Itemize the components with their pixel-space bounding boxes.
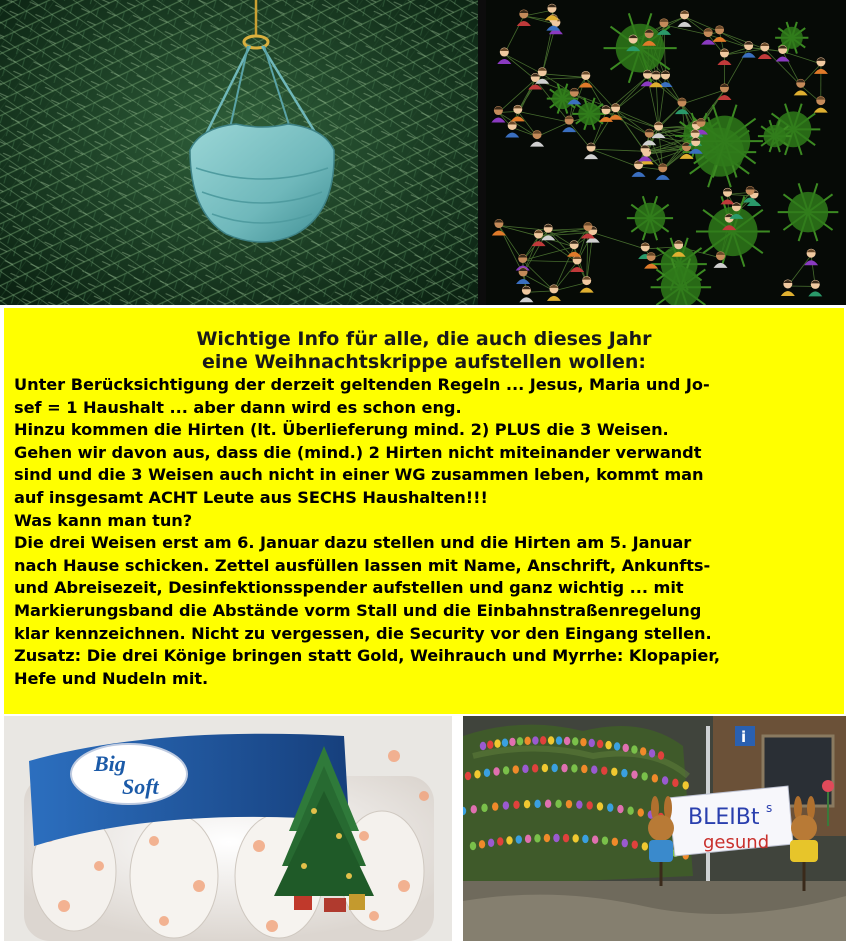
easter-egg-icon [488,839,494,847]
easter-egg-icon [480,742,486,750]
easter-egg-icon [617,805,623,813]
garden-scene [463,716,846,941]
info-sign-icon: i [741,728,747,746]
body-line: Was kann man tun? [14,510,193,530]
toilet-paper-package [4,716,452,941]
network-illustration [486,0,846,305]
easter-egg-icon [623,744,629,752]
body-line: Unter Berücksichtigung der derzeit geltenden Regeln ... Jesus, Maria und Jo- [14,375,710,394]
easter-egg-icon [513,765,519,773]
easter-egg-icon [503,801,509,809]
sign-line-1: BLEIBt [688,805,760,830]
body-line: Hefe und Nudeln mit. [14,668,209,688]
easter-egg-icon [638,808,644,816]
easter-egg-icon [502,738,508,746]
easter-egg-icon [571,764,577,772]
easter-egg-icon [534,800,540,808]
easter-egg-icon [556,736,562,744]
body-line: auf insgesamt ACHT Leute aus SECHS Haushalten!!! [14,487,488,507]
easter-egg-icon [614,742,620,750]
sign-superscript: s [766,801,773,815]
easter-egg-icon [534,834,540,842]
easter-egg-icon [544,834,550,842]
easter-egg-icon [622,839,628,847]
easter-egg-icon [627,807,633,815]
easter-egg-icon [474,770,480,778]
easter-egg-icon [683,781,689,789]
easter-egg-icon [566,800,572,808]
easter-egg-icon [524,800,530,808]
easter-egg-icon [572,737,578,745]
easter-egg-icon [532,736,538,744]
bleibts-gesund-banner [668,786,793,856]
easter-egg-icon [545,800,551,808]
brand-soft: Soft [122,774,159,799]
easter-egg-icon [494,739,500,747]
easter-egg-icon [586,801,592,809]
easter-egg-icon [553,834,559,842]
easter-egg-icon [509,738,515,746]
info-text-box [4,308,844,714]
easter-egg-icon [532,764,538,772]
easter-egg-icon [612,838,618,846]
easter-egg-icon [672,779,678,787]
easter-egg-icon [641,772,647,780]
easter-egg-icon [484,769,490,777]
body-line: und Abreisezeit, Desinfektionsspender aufstellen und ganz wichtig ... mit [14,578,684,598]
body-line: Markierungsband die Abstände vorm Stall und die Einbahnstraßenregelung [14,600,702,620]
easter-egg-icon [481,804,487,812]
easter-egg-icon [524,737,530,745]
easter-egg-icon [592,836,598,844]
easter-egg-icon [582,835,588,843]
easter-egg-icon [555,800,561,808]
body-line: Zusatz: Die drei Könige bringen statt Gold, Weihrauch und Myrrhe: Klopapier, [14,646,720,666]
body-line: Hinzu kommen die Hirten (lt. Überlieferung mind. 2) PLUS die 3 Weisen. [14,420,669,440]
easter-egg-icon [611,768,617,776]
easter-egg-icon [525,835,531,843]
easter-egg-icon [605,741,611,749]
easter-egg-icon [465,772,471,780]
easter-egg-icon [607,803,613,811]
easter-egg-icon [597,802,603,810]
easter-egg-icon [631,745,637,753]
sign-line-2: gesund [703,832,770,853]
easter-egg-icon [640,747,646,755]
body-line: klar kennzeichnen. Nicht zu vergessen, die Security vor den Eingang stellen. [14,623,712,643]
easter-egg-icon [601,766,607,774]
easter-egg-icon [589,739,595,747]
photo-toilet-paper [4,716,452,941]
headline-line-2: eine Weihnachtskrippe aufstellen wollen: [202,351,646,373]
easter-egg-icon [564,737,570,745]
brand-big: Big [94,751,126,776]
easter-egg-icon [597,740,603,748]
easter-egg-icon [551,764,557,772]
photo-mask-on-fir [0,0,478,305]
easter-egg-icon [572,834,578,842]
image-divider [478,0,486,305]
easter-egg-icon [517,737,523,745]
easter-egg-icon [492,802,498,810]
easter-egg-icon [497,837,503,845]
easter-egg-icon [479,840,485,848]
body-line: sind und die 3 Weisen auch nicht in einer WG zusammen leben, kommt man [14,465,704,485]
easter-egg-icon [581,765,587,773]
info-body [14,374,834,690]
easter-egg-icon [563,834,569,842]
easter-egg-icon [662,776,668,784]
easter-egg-icon [602,836,608,844]
body-line: Die drei Weisen erst am 6. Januar dazu stellen und die Hirten am 5. Januar [14,533,692,553]
easter-egg-icon [649,749,655,757]
easter-egg-icon [487,741,493,749]
easter-egg-icon [540,736,546,744]
body-line: nach Hause schicken. Zettel ausfüllen lassen mit Name, Anschrift, Ankunfts- [14,555,711,575]
easter-egg-icon [591,766,597,774]
easter-egg-icon [522,765,528,773]
easter-egg-icon [503,766,509,774]
easter-egg-icon [471,805,477,813]
easter-egg-icon [470,842,476,850]
photo-virus-network [486,0,846,305]
easter-egg-icon [658,751,664,759]
easter-egg-icon [506,836,512,844]
easter-egg-icon [561,764,567,772]
body-line: Gehen wir davon aus, dass die (mind.) 2 Hirten nicht miteinander verwandt [14,442,702,462]
easter-egg-icon [548,736,554,744]
easter-egg-icon [580,738,586,746]
photo-bleibts-gesund [463,716,846,941]
fir-branch-illustration [0,0,478,305]
easter-egg-icon [576,800,582,808]
headline-line-1: Wichtige Info für alle, die auch dieses Jahr [196,328,652,350]
easter-egg-icon [652,774,658,782]
easter-egg-icon [631,770,637,778]
easter-egg-icon [516,835,522,843]
easter-egg-icon [513,801,519,809]
body-line: sef = 1 Haushalt ... aber dann wird es schon eng. [14,397,462,417]
easter-egg-icon [642,842,648,850]
easter-egg-icon [621,769,627,777]
easter-egg-icon [542,764,548,772]
easter-egg-icon [632,840,638,848]
easter-egg-icon [493,767,499,775]
